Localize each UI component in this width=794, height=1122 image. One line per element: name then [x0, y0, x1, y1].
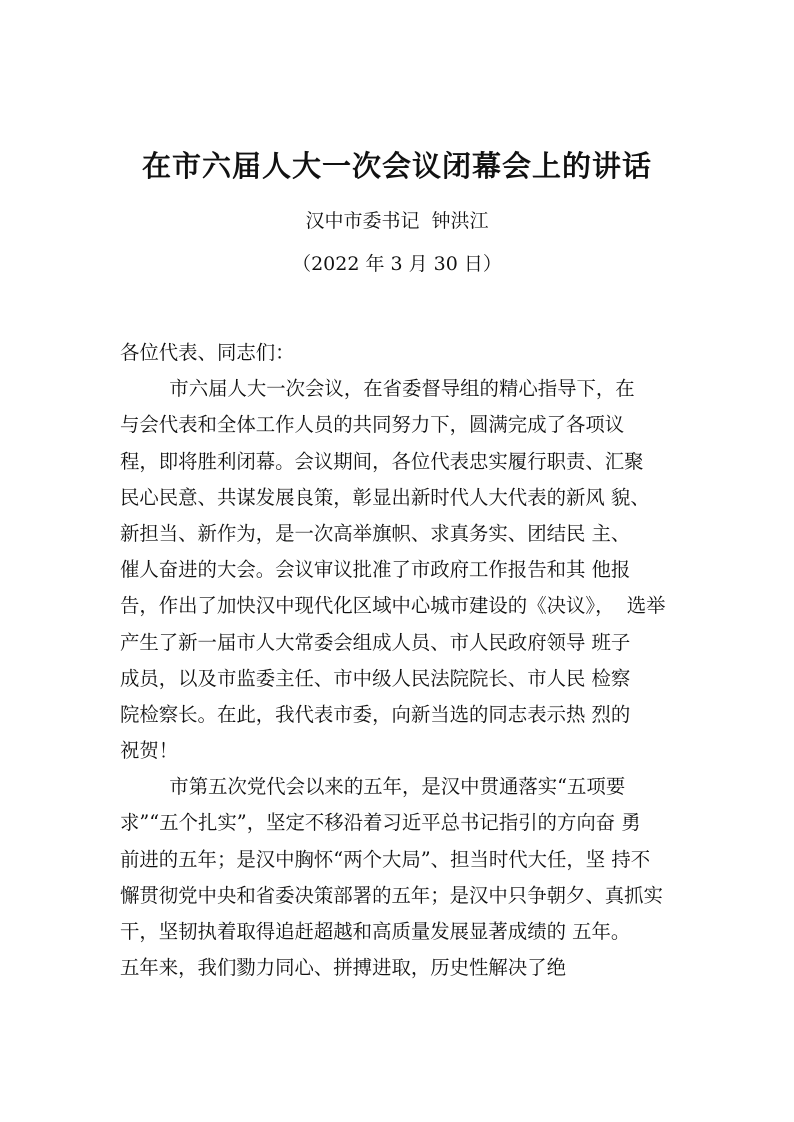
text-line: 新担当、新作为，是一次高举旗帜、求真务实、团结民 主、: [120, 521, 631, 545]
text-line: 求”“五个扎实”，坚定不移沿着习近平总书记指引的方向奋 勇: [120, 811, 641, 835]
speech-date: （2022 年 3 月 30 日）: [292, 253, 502, 275]
text-line: 告，作出了加快汉中现代化区域中心城市建设的《决议》， 选举: [120, 594, 666, 618]
speech-body: [120, 335, 700, 986]
text-line: 产生了新一届市人大常委会组成人员、市人民政府领导 班子: [120, 630, 631, 654]
text-line: 催人奋进的大会。会议审议批准了市政府工作报告和其 他报: [120, 558, 631, 582]
speech-title: 在市六届人大一次会议闭幕会上的讲话: [141, 149, 652, 183]
text-line: 各位代表、同志们：: [120, 341, 295, 364]
text-line: 市第五次党代会以来的五年，是汉中贯通落实“五项要: [120, 775, 626, 799]
text-line: 干，坚韧执着取得追赶超越和高质量发展显著成绩的 五年。: [120, 920, 631, 943]
speech-author: 汉中市委书记 钟洪江: [305, 210, 489, 232]
text-line: 懈贯彻党中央和省委决策部署的五年；是汉中只争朝夕、真抓实: [120, 883, 663, 907]
text-line: 五年来，我们勠力同心、拼搏进取，历史性解决了绝: [120, 956, 566, 980]
text-line: 院检察长。在此，我代表市委，向新当选的同志表示热 烈的: [120, 702, 631, 726]
text-line: 成员，以及市监委主任、市中级人民法院院长、市人民 检察: [120, 666, 631, 690]
text-line: 与会代表和全体工作人员的共同努力下，圆满完成了各项议: [120, 413, 625, 437]
text-line: 民心民意、共谋发展良策，彰显出新时代人大代表的新风 貌、: [120, 485, 650, 509]
text-line: 市六届人大一次会议，在省委督导组的精心指导下，在: [120, 377, 635, 401]
text-line: 前进的五年；是汉中胸怀“两个大局”、担当时代大任，坚 持不: [120, 847, 651, 871]
text-line: 祝贺！: [120, 739, 179, 763]
text-line: 程，即将胜利闭幕。会议期间，各位代表忠实履行职责、汇聚: [120, 449, 644, 473]
